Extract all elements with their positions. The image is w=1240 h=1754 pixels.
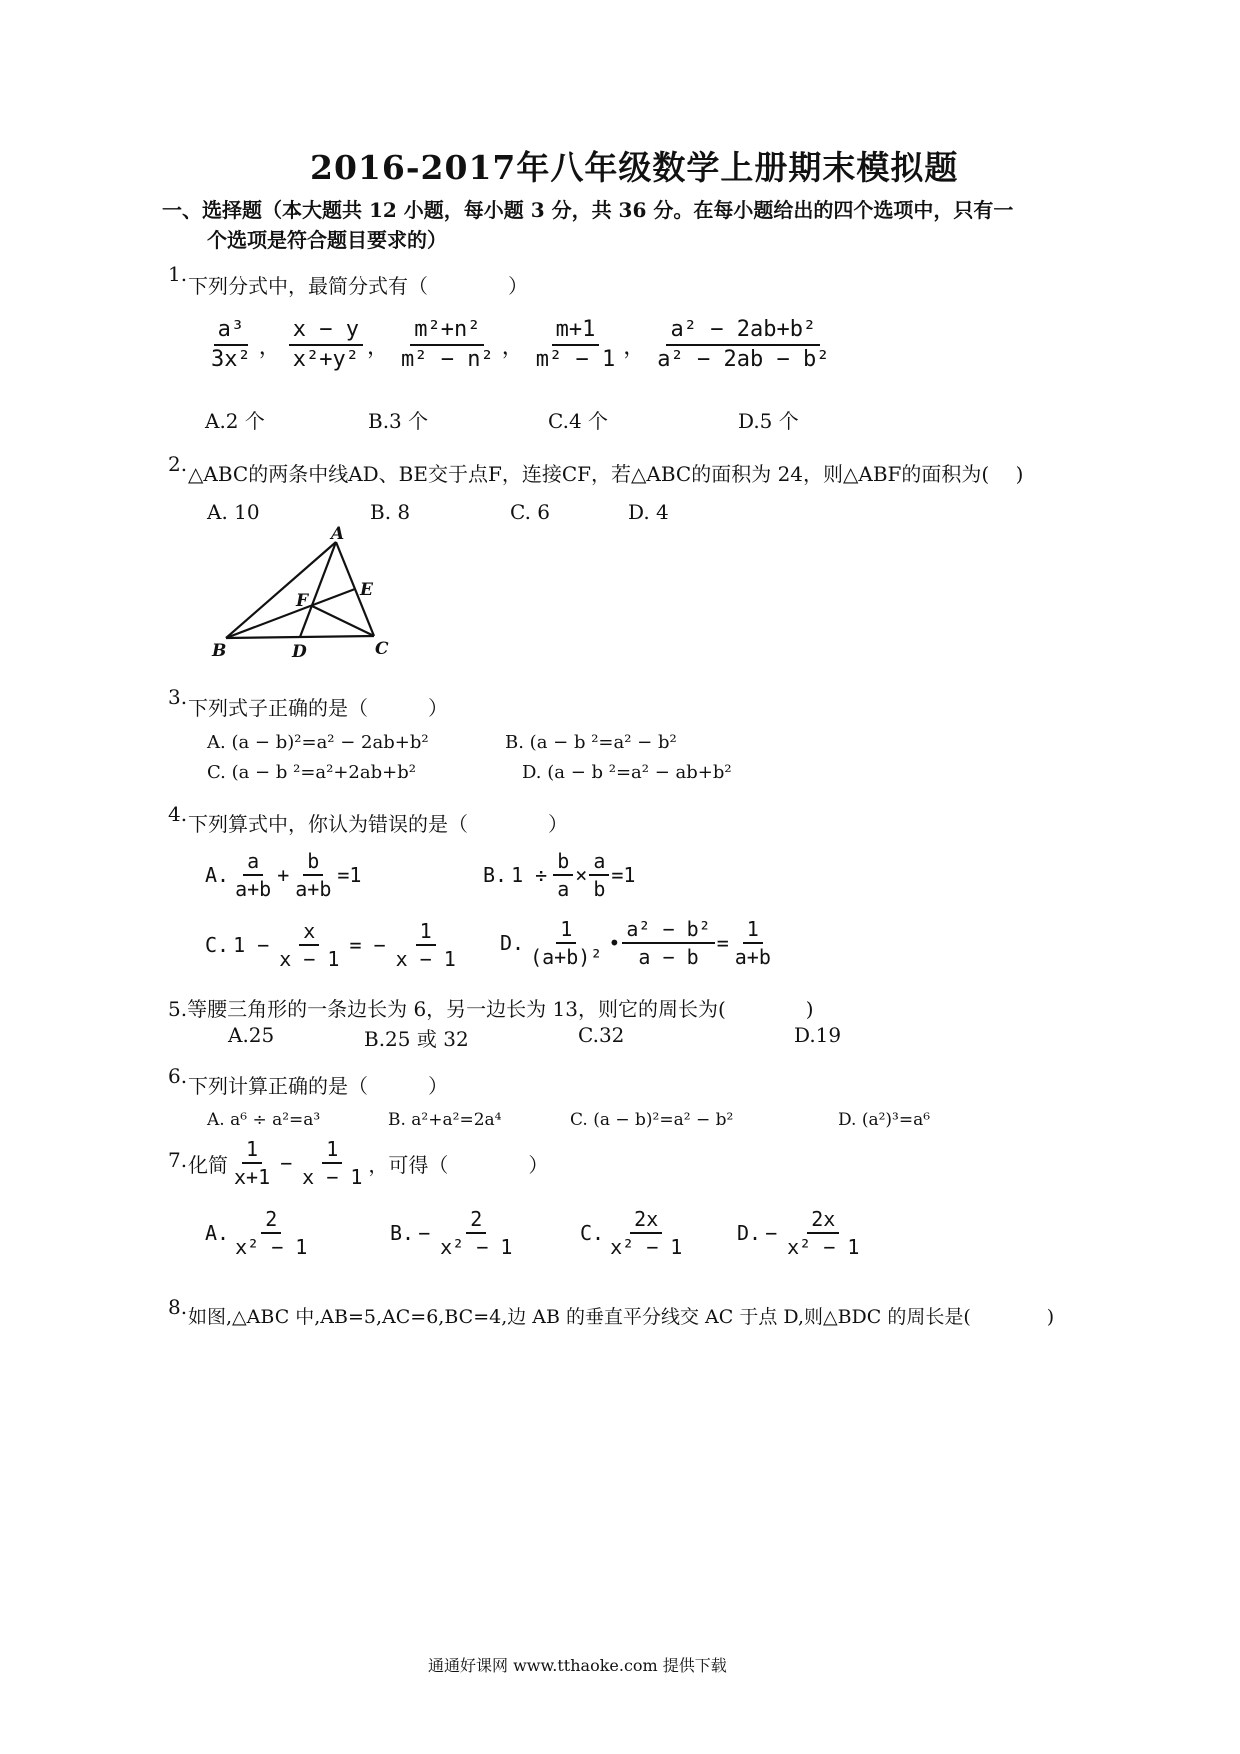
q1-number: 1. bbox=[168, 262, 188, 286]
q2-option-d: D. 4 bbox=[628, 500, 669, 524]
q1-option-a: A.2 个 bbox=[205, 409, 265, 433]
q4-option-c: C. 1 − $\frac{x}{x - 1}$ = − $\frac{1}{x - 1}$ bbox=[205, 919, 456, 971]
label-f: F bbox=[296, 591, 309, 611]
q7-stem: 化简 $\frac{1}{x+1}$ − $\frac{1}{x - 1}$ ，可得（ ） bbox=[188, 1137, 549, 1189]
label-a: A bbox=[331, 524, 345, 544]
q1-stem: 下列分式中，最简分式有（ ） bbox=[188, 274, 528, 298]
q5-option-d: D.19 bbox=[794, 1023, 842, 1047]
q4-option-b: B. 1 ÷ $\frac{b}{a}$ × $\frac{a}{b}$ =1 bbox=[483, 849, 636, 901]
q4-option-a: A. $\frac{a}{a+b}$ + $\frac{b}{a+b}$ =1 bbox=[205, 849, 362, 901]
q6-number: 6. bbox=[168, 1064, 188, 1088]
label-e: E bbox=[360, 580, 373, 600]
q4-stem: 下列算式中，你认为错误的是（ ） bbox=[188, 812, 568, 836]
q4-number: 4. bbox=[168, 802, 188, 826]
q2-option-a: A. 10 bbox=[207, 500, 260, 524]
label-b: B bbox=[212, 641, 227, 661]
q1-option-b: B.3 个 bbox=[368, 409, 429, 433]
q7-number: 7. bbox=[168, 1148, 188, 1172]
q3-stem: 下列式子正确的是（ ） bbox=[188, 696, 448, 720]
q3-number: 3. bbox=[168, 685, 188, 709]
q7-option-d: D. − $\frac{2x}{\text{x² − 1}}$ bbox=[737, 1207, 860, 1259]
q1-frac-2: $\frac{x - y}{\text{x²+y²}}$ bbox=[289, 318, 363, 372]
label-c: C bbox=[375, 639, 389, 659]
q5-option-c: C.32 bbox=[578, 1023, 625, 1047]
page-footer: 通通好课网 www.tthaoke.com 提供下载 bbox=[428, 1656, 727, 1675]
q1-frac-3: $\frac{\text{m²+n²}}{\text{m² − n²}}$ bbox=[401, 317, 494, 373]
q7-option-a: A. $\frac{2}{\text{x² − 1}}$ bbox=[205, 1207, 308, 1259]
q3-option-c: C. (a − b ²=a²+2ab+b² bbox=[207, 762, 416, 783]
q5-option-b: B.25 或 32 bbox=[364, 1027, 469, 1051]
q2-stem: △ABC的两条中线AD、BE交于点F，连接CF，若△ABC的面积为 24，则△ABF的面积为( ) bbox=[188, 462, 1024, 486]
q2-option-c: C. 6 bbox=[510, 500, 551, 524]
section-heading-cont: 个选项是符合题目要求的） bbox=[207, 228, 447, 252]
q8-number: 8. bbox=[168, 1295, 188, 1319]
q5-stem: 5.等腰三角形的一条边长为 6，另一边长为 13，则它的周长为( ) bbox=[168, 997, 814, 1021]
page-title: 2016-2017年八年级数学上册期末模拟题 bbox=[310, 148, 959, 187]
q1-frac-5: $\frac{\text{a² − 2ab+b²}}{\text{a² − 2ab − b²}}$ bbox=[657, 317, 830, 373]
q1-frac-1: $\frac{\text{a³}}{\text{3x²}}$ bbox=[211, 317, 251, 373]
side-ab bbox=[226, 542, 336, 638]
q6-option-d: D. (a²)³=a⁶ bbox=[838, 1110, 931, 1130]
q7-option-b: B. − $\frac{2}{\text{x² − 1}}$ bbox=[390, 1207, 513, 1259]
q1-option-d: D.5 个 bbox=[738, 409, 799, 433]
q3-option-a: A. (a − b)²=a² − 2ab+b² bbox=[207, 732, 429, 753]
q2-option-b: B. 8 bbox=[370, 500, 411, 524]
q6-stem: 下列计算正确的是（ ） bbox=[188, 1074, 448, 1098]
q5-option-a: A.25 bbox=[228, 1023, 275, 1047]
q3-option-d: D. (a − b ²=a² − ab+b² bbox=[522, 762, 732, 783]
q1-option-c: C.4 个 bbox=[548, 409, 609, 433]
q4-option-d: D. $\frac{1}{\text{(a+b)²}}$ • $\frac{\text{a² − b²}}{a - b}$ = $\frac{1}{a+b}$ bbox=[500, 917, 771, 969]
median-be bbox=[226, 589, 355, 638]
q1-frac-4: $\frac{m+1}{\text{m² − 1}}$ bbox=[535, 317, 616, 373]
q8-stem: 如图,△ABC 中,AB=5,AC=6,BC=4,边 AB 的垂直平分线交 AC 于点 D,则△BDC 的周长是( ) bbox=[188, 1306, 1055, 1328]
label-d: D bbox=[292, 642, 307, 662]
q6-option-b: B. a²+a²=2a⁴ bbox=[388, 1110, 502, 1130]
q6-option-c: C. (a − b)²=a² − b² bbox=[570, 1110, 734, 1130]
q3-option-b: B. (a − b ²=a² − b² bbox=[505, 732, 677, 753]
q1-fractions: $\frac{\text{a³}}{\text{3x²}}$ ， $\frac{x - y}{\text{x²+y²}}$ ， $\frac{\text{m²+n²}}{\text{m² − n²}}$ ， $\frac{m+1}{\text{m² − 1}}$ ， $\frac{\text{a² − 2ab+b²}}{\text{a² − 2ab − b²}}$ bbox=[205, 318, 835, 372]
q6-option-a: A. a⁶ ÷ a²=a³ bbox=[207, 1110, 321, 1130]
triangle-figure bbox=[200, 520, 410, 670]
q7-option-c: C. $\frac{2x}{\text{x² − 1}}$ bbox=[580, 1207, 683, 1259]
q2-number: 2. bbox=[168, 452, 188, 476]
section-heading: 一、选择题（本大题共 12 小题，每小题 3 分，共 36 分。在每小题给出的四个选项中，只有一 bbox=[162, 198, 1014, 222]
